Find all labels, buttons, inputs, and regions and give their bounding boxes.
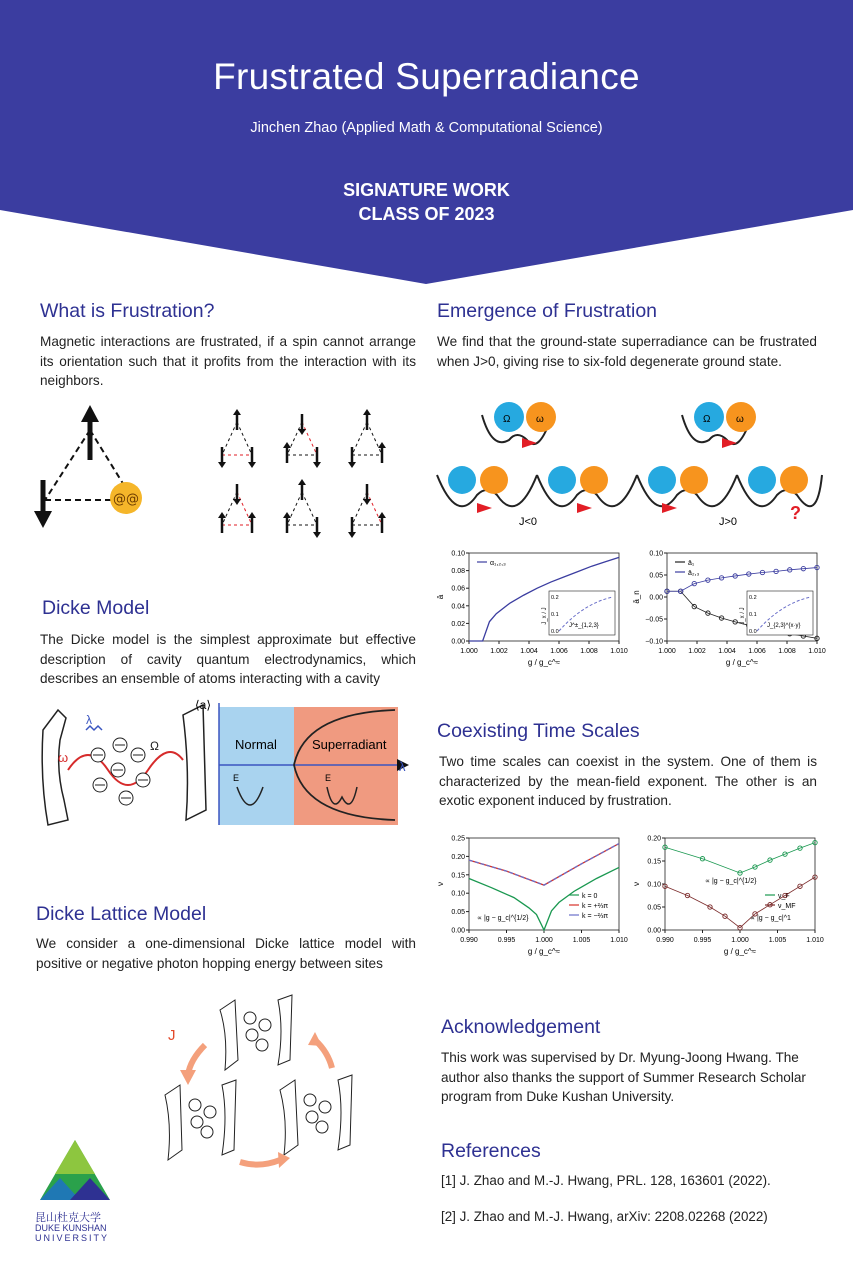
y-tick-label: 0.08 bbox=[451, 568, 465, 576]
question-mark: ? bbox=[790, 503, 801, 523]
y-tick-label: 0.15 bbox=[451, 872, 465, 880]
dku-logo-icon bbox=[35, 1138, 115, 1203]
x-tick-label: 1.010 bbox=[610, 937, 628, 944]
cavity-top bbox=[220, 995, 292, 1070]
spin-arrowhead bbox=[233, 409, 241, 415]
y-tick-label: 0.10 bbox=[451, 890, 465, 898]
schematic-right bbox=[637, 402, 822, 528]
inset-tick-label: 0.0 bbox=[749, 629, 757, 635]
normal-region bbox=[219, 707, 294, 825]
lattice-text: We consider a one-dimensional Dicke lattice model with positive or negative photon hopping energy between sites bbox=[36, 936, 416, 971]
Omega-label: Ω bbox=[150, 739, 159, 753]
y-tick-label: 0.25 bbox=[451, 835, 465, 843]
x-tick-label: 1.002 bbox=[490, 648, 508, 655]
coexist-heading: Coexisting Time Scales bbox=[437, 720, 640, 742]
spin-configurations bbox=[218, 409, 386, 538]
spin-arrowhead bbox=[378, 442, 386, 448]
x-tick-label: 1.000 bbox=[658, 648, 676, 655]
y-tick-label: 0.05 bbox=[451, 909, 465, 917]
x-tick-label: 0.990 bbox=[460, 937, 478, 944]
bond bbox=[237, 422, 252, 455]
spin-arrowhead bbox=[283, 442, 291, 448]
hopping-J-label: J bbox=[168, 1027, 176, 1044]
annotation: ∝ |g − g_c|^{1/2} bbox=[705, 878, 757, 885]
dicke-text: The Dicke model is the simplest approximate but effective description of cavity quantum electrodynamics, which describes an ensemble of atoms interacting with a cavity bbox=[40, 632, 416, 687]
y-tick-label: −0.05 bbox=[645, 616, 663, 624]
header-banner bbox=[0, 0, 853, 290]
y-tick-label: 0.00 bbox=[649, 594, 663, 602]
legend-label: α₁,₂,₃ bbox=[490, 560, 506, 567]
omega-label: ω bbox=[58, 750, 69, 765]
omega-sym-r: ω bbox=[736, 414, 744, 425]
bond bbox=[287, 422, 302, 455]
emergence-heading: Emergence of Frustration bbox=[437, 300, 658, 322]
reference-1: [1] J. Zhao and M.-J. Hwang, PRL. 128, 163601 (2022). bbox=[441, 1173, 771, 1188]
x-axis-label: g / g_c^≈ bbox=[725, 658, 759, 667]
spin-arrowhead bbox=[248, 512, 256, 518]
x-axis-label: g / g_c^≈ bbox=[723, 947, 757, 956]
x-tick-label: 1.005 bbox=[572, 937, 591, 944]
y-tick-label: 0.00 bbox=[647, 927, 661, 935]
y-axis-label: ν bbox=[632, 882, 641, 886]
inset-legend: J_{2,3}^{x·y} bbox=[767, 623, 801, 629]
bond bbox=[352, 492, 367, 525]
y-axis-label: ā_n bbox=[632, 590, 641, 604]
x-tick-label: 1.005 bbox=[768, 937, 787, 944]
J-positive-label: J>0 bbox=[719, 516, 738, 528]
inset-ylabel: J_x / J bbox=[542, 607, 548, 625]
bond bbox=[367, 422, 382, 455]
legend-label: ā₁ bbox=[688, 560, 695, 567]
poster-title: Frustrated Superradiance bbox=[213, 56, 640, 97]
x-tick-label: 1.008 bbox=[778, 648, 796, 655]
y-tick-label: 0.05 bbox=[649, 572, 663, 580]
chart-timescales-left bbox=[437, 830, 627, 960]
bond bbox=[367, 492, 382, 525]
dicke-cavity-figure bbox=[38, 700, 213, 830]
dicke-heading: Dicke Model bbox=[42, 597, 150, 619]
superradiant-region bbox=[294, 707, 398, 825]
bond bbox=[352, 422, 367, 455]
energy-label-super: E bbox=[325, 773, 332, 783]
frustration-text: Magnetic interactions are frustrated, if a spin cannot arrange its orientation such that it profits from the interaction with its neighbors. bbox=[40, 334, 416, 389]
emergence-schematic bbox=[437, 395, 822, 535]
legend-label: k = +⅔π bbox=[582, 903, 609, 910]
spin-arrowhead bbox=[313, 532, 321, 538]
x-tick-label: 0.990 bbox=[656, 937, 674, 944]
x-tick-label: 1.002 bbox=[688, 648, 706, 655]
x-tick-label: 1.010 bbox=[610, 648, 628, 655]
reference-2: [2] J. Zhao and M.-J. Hwang, arXiv: 2208.02268 (2022) bbox=[441, 1209, 768, 1224]
bond bbox=[302, 492, 317, 525]
logo-cn: 昆山杜克大学 bbox=[35, 1211, 101, 1224]
inset-tick-label: 0.2 bbox=[551, 595, 559, 601]
x-tick-label: 1.010 bbox=[808, 648, 826, 655]
frustration-figure bbox=[30, 400, 415, 540]
x-tick-label: 1.000 bbox=[731, 937, 749, 944]
x-tick-label: 1.010 bbox=[806, 937, 824, 944]
poster-header bbox=[0, 0, 853, 290]
legend-label: k = 0 bbox=[582, 893, 598, 900]
dku-logo-text bbox=[35, 1213, 109, 1243]
legend-label: ā₂,₃ bbox=[688, 570, 700, 577]
spin-arrowhead bbox=[378, 512, 386, 518]
y-tick-label: 0.00 bbox=[451, 638, 465, 646]
signature-line-2: CLASS OF 2023 bbox=[358, 204, 495, 224]
legend-label: ν_MF bbox=[778, 903, 796, 910]
normal-phase-label: Normal bbox=[235, 737, 277, 752]
spin-arrowhead bbox=[248, 462, 256, 468]
poster-author: Jinchen Zhao (Applied Math & Computational Science) bbox=[250, 120, 603, 136]
series-line bbox=[665, 843, 815, 873]
y-tick-label: 0.10 bbox=[451, 550, 465, 558]
inset-tick-label: 0.2 bbox=[749, 595, 757, 601]
ack-text: This work was supervised by Dr. Myung-Joong Hwang. The author also thanks the support of Summer Research Scholar program from Duke Kushan University. bbox=[441, 1050, 806, 1105]
y-tick-label: 0.20 bbox=[647, 835, 661, 843]
chart-timescales-right bbox=[633, 830, 823, 960]
inset-tick-label: 0.0 bbox=[551, 629, 559, 635]
logo-line2: UNIVERSITY bbox=[35, 1233, 110, 1243]
x-tick-label: 1.004 bbox=[520, 648, 538, 655]
inset-tick-label: 0.1 bbox=[551, 612, 559, 618]
x-axis-label: g / g_c^≈ bbox=[527, 658, 561, 667]
phase-diagram bbox=[195, 695, 417, 830]
inset-legend: J^±_{1,2,3} bbox=[569, 623, 599, 629]
spin-arrowhead bbox=[348, 462, 356, 468]
energy-label-normal: E bbox=[233, 773, 240, 783]
legend-label: ν_F bbox=[778, 893, 790, 900]
spin-arrowhead bbox=[218, 512, 226, 518]
x-tick-label: 1.006 bbox=[748, 648, 766, 655]
annotation: ∝ |g − g_c|^{1/2} bbox=[477, 915, 529, 922]
Omega-sym-r: Ω bbox=[703, 414, 711, 425]
y-tick-label: 0.20 bbox=[451, 853, 465, 861]
bond bbox=[222, 492, 237, 525]
y-tick-label: 0.00 bbox=[451, 927, 465, 935]
signature-line-1: SIGNATURE WORK bbox=[343, 180, 510, 200]
superradiant-phase-label: Superradiant bbox=[312, 737, 387, 752]
chart-order-parameter-jneg bbox=[437, 545, 627, 665]
spin-arrowhead bbox=[298, 479, 306, 485]
x-axis-label: g / g_c^≈ bbox=[527, 947, 561, 956]
x-tick-label: 1.006 bbox=[550, 648, 568, 655]
refs-heading: References bbox=[441, 1140, 541, 1162]
spin-arrowhead bbox=[313, 462, 321, 468]
chart-order-parameter-jpos bbox=[632, 545, 826, 667]
x-tick-label: 0.995 bbox=[693, 937, 712, 944]
emergence-text: We find that the ground-state superradiance can be frustrated when J>0, giving rise to six-fold degenerate ground state. bbox=[437, 334, 817, 369]
spin-arrowhead bbox=[233, 499, 241, 505]
annotation: ∝ |g − g_c|^1 bbox=[750, 915, 791, 922]
x-tick-label: 1.000 bbox=[535, 937, 553, 944]
svg-text:@@: @@ bbox=[113, 492, 139, 507]
spin-arrowhead bbox=[218, 462, 226, 468]
spin-arrowhead bbox=[283, 512, 291, 518]
axis-a-label: ⟨a⟩ bbox=[195, 698, 212, 712]
y-tick-label: 0.06 bbox=[451, 585, 465, 593]
lattice-figure bbox=[150, 990, 370, 1175]
lambda-small-label: λ bbox=[86, 713, 92, 727]
schematic-left bbox=[437, 402, 637, 528]
frustration-heading: What is Frustration? bbox=[40, 300, 215, 322]
y-tick-label: 0.10 bbox=[647, 881, 661, 889]
x-tick-label: 1.008 bbox=[580, 648, 598, 655]
y-axis-label: ν bbox=[436, 882, 445, 886]
coexist-text: Two time scales can coexist in the system. One of them is characterized by the mean-field exponent. The other is an exotic exponent induced by frustration. bbox=[439, 754, 817, 809]
spin-arrowhead bbox=[363, 499, 371, 505]
legend-label: k = −⅔π bbox=[582, 913, 609, 920]
y-tick-label: 0.15 bbox=[647, 858, 661, 866]
y-axis-label: ā bbox=[436, 594, 445, 600]
cavity-right bbox=[280, 1075, 352, 1155]
lattice-heading: Dicke Lattice Model bbox=[36, 903, 207, 925]
y-tick-label: 0.10 bbox=[649, 550, 663, 558]
y-tick-label: 0.05 bbox=[647, 904, 661, 912]
bond bbox=[222, 422, 237, 455]
bond bbox=[287, 492, 302, 525]
x-tick-label: 0.995 bbox=[497, 937, 516, 944]
x-tick-label: 1.004 bbox=[718, 648, 736, 655]
bond bbox=[302, 422, 317, 455]
spin-arrowhead bbox=[348, 532, 356, 538]
inset-tick-label: 0.1 bbox=[749, 612, 757, 618]
ack-heading: Acknowledgement bbox=[441, 1016, 601, 1038]
bond bbox=[237, 492, 252, 525]
spin-arrowhead bbox=[298, 429, 306, 435]
Omega-sym-l: Ω bbox=[503, 414, 511, 425]
omega-sym-l: ω bbox=[536, 414, 544, 425]
x-tick-label: 1.000 bbox=[460, 648, 478, 655]
signature-work-label bbox=[0, 178, 853, 226]
J-negative-label: J<0 bbox=[519, 516, 538, 528]
axis-lambda-label: λ bbox=[399, 759, 406, 774]
inset-ylabel: J_x / J bbox=[740, 607, 746, 625]
y-tick-label: 0.02 bbox=[451, 620, 465, 628]
spin-arrowhead bbox=[363, 409, 371, 415]
y-tick-label: 0.04 bbox=[451, 603, 465, 611]
logo-line1: DUKE KUNSHAN bbox=[35, 1223, 107, 1233]
y-tick-label: −0.10 bbox=[645, 638, 663, 646]
cavity-left bbox=[165, 1080, 236, 1160]
